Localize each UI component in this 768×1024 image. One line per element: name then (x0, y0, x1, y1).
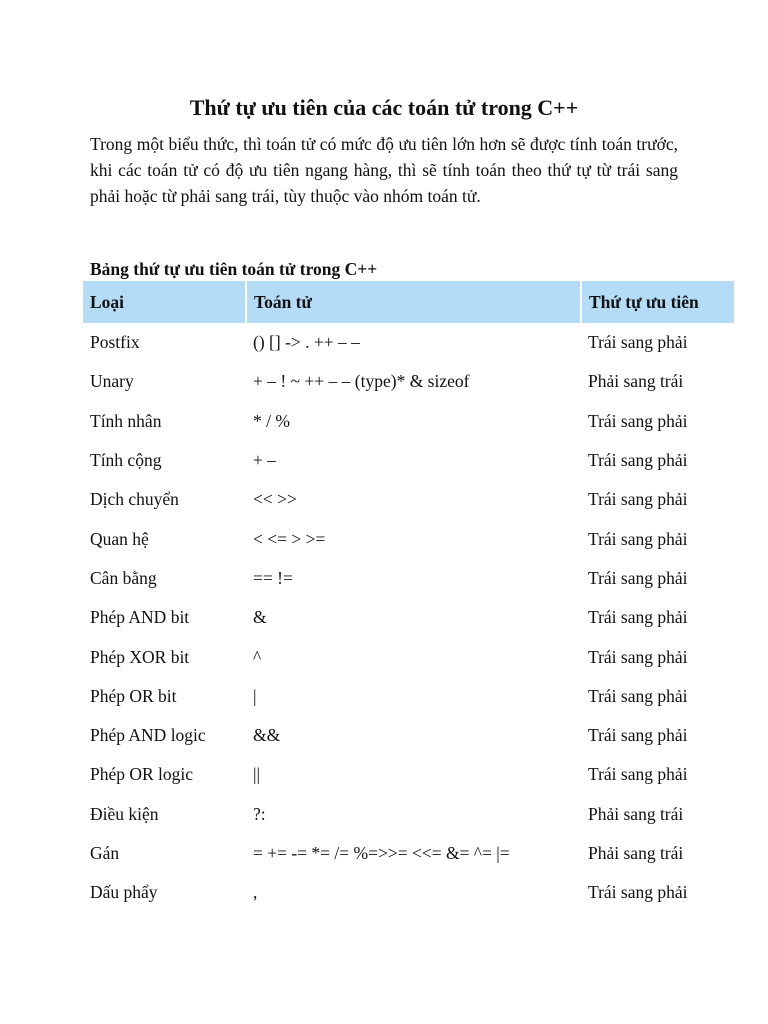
cell-operator: () [] -> . ++ – – (253, 332, 360, 353)
cell-operator: & (253, 607, 267, 628)
cell-operator: | (253, 685, 257, 706)
table-row (83, 873, 734, 912)
cell-associativity: Trái sang phải (588, 450, 688, 471)
cell-type: Tính cộng (90, 450, 162, 471)
cell-type: Phép AND logic (90, 725, 206, 746)
cell-operator: ^ (253, 646, 262, 667)
cell-associativity: Phải sang trái (588, 803, 684, 824)
cell-type: Dịch chuyển (90, 489, 179, 510)
precedence-table (83, 281, 734, 912)
page-title: Thứ tự ưu tiên của các toán tử trong C++ (189, 95, 579, 120)
cell-associativity: Trái sang phải (588, 685, 688, 706)
cell-type: Điều kiện (90, 803, 159, 824)
cell-operator: ?: (253, 803, 266, 824)
header-precedence: Thứ tự ưu tiên (581, 281, 734, 323)
table-row (83, 795, 734, 834)
cell-type: Dấu phẩy (90, 882, 158, 903)
cell-type: Cân bằng (90, 567, 157, 588)
table-row (83, 441, 734, 480)
table-header (83, 281, 734, 323)
cell-operator: << >> (253, 489, 297, 510)
table-row (83, 480, 734, 519)
cell-associativity: Trái sang phải (588, 410, 688, 431)
cell-operator: == != (253, 567, 293, 588)
cell-associativity: Trái sang phải (588, 489, 688, 510)
header-type: Loại (83, 281, 246, 323)
cell-operator: + – (253, 450, 276, 471)
cell-associativity: Trái sang phải (588, 725, 688, 746)
table-row (83, 559, 734, 598)
table-row (83, 598, 734, 637)
cell-type: Phép OR logic (90, 764, 194, 785)
table-row (83, 323, 734, 362)
table-caption: Bảng thứ tự ưu tiên toán tử trong C++ (90, 259, 378, 279)
cell-type: Phép XOR bit (90, 646, 190, 667)
cell-associativity: Trái sang phải (588, 332, 688, 353)
cell-operator: || (253, 764, 261, 785)
cell-operator: && (253, 725, 281, 746)
cell-associativity: Trái sang phải (588, 764, 688, 785)
cell-type: Postfix (90, 332, 140, 353)
table-row (83, 519, 734, 558)
cell-operator: + – ! ~ ++ – – (type)* & sizeof (253, 371, 470, 392)
cell-type: Gán (90, 843, 120, 863)
table-row (83, 677, 734, 716)
cell-associativity: Trái sang phải (588, 607, 688, 628)
cell-associativity: Trái sang phải (588, 528, 688, 549)
cell-associativity: Phải sang trái (588, 843, 684, 863)
table-row (83, 834, 734, 873)
cell-operator: * / % (253, 410, 290, 431)
cell-associativity: Phải sang trái (588, 371, 684, 392)
table-row (83, 716, 734, 755)
table-header-row (83, 281, 734, 323)
header-operator: Toán tử (246, 281, 581, 323)
cell-operator: < <= > >= (253, 528, 326, 549)
cell-type: Phép OR bit (90, 685, 177, 706)
cell-type: Quan hệ (90, 528, 149, 549)
cell-associativity: Trái sang phải (588, 567, 688, 588)
intro-paragraph: Trong một biểu thức, thì toán tử có mức độ ưu tiên lớn hơn sẽ được tính toán trước, khi các toán tử có độ ưu tiên ngang hàng, thì sẽ tính toán theo thứ tự từ trái sang phải hoặc từ phải sang trái, tùy thuộc vào nhóm toán tử. (90, 134, 678, 206)
table-row (83, 402, 734, 441)
cell-type: Phép AND bit (90, 607, 190, 628)
cell-type: Tính nhân (90, 410, 162, 431)
cell-type: Unary (90, 371, 134, 392)
cell-operator: = += -= *= /= %=>>= <<= &= ^= |= (253, 843, 510, 863)
table-row (83, 755, 734, 794)
cell-operator: , (253, 882, 258, 903)
cell-associativity: Trái sang phải (588, 646, 688, 667)
table-row (83, 362, 734, 401)
table-body (83, 323, 734, 912)
table-row (83, 637, 734, 676)
cell-associativity: Trái sang phải (588, 882, 688, 903)
